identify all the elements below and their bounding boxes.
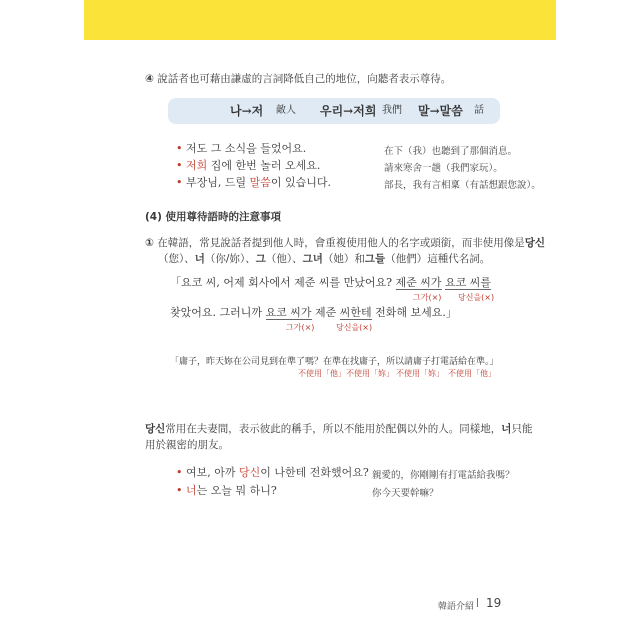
footer-divider: | xyxy=(476,598,480,608)
example-highlight: 말씀 xyxy=(249,176,271,189)
example-highlight: 저희 xyxy=(186,159,208,172)
para1-text: （她）和 xyxy=(322,253,365,265)
para2-text: 只能 xyxy=(511,423,533,435)
korean-text: 「요코 씨, 어제 회사에서 제준 씨를 만났어요? xyxy=(170,276,396,289)
section-4-line xyxy=(145,72,451,86)
example1-row-1: • 저도 그 소식을 들었어요. xyxy=(176,142,307,155)
para2-line2: 用於親密的朋友。 xyxy=(145,439,229,451)
section-4-text: 說話者也可藉由謙虛的言詞降低自己的地位，向聽者表示尊待。 xyxy=(157,73,452,85)
korean-underlined: 요코 씨를 xyxy=(445,276,492,289)
para1-term: 당신 xyxy=(524,237,546,249)
korean-underlined: 요코 씨가 xyxy=(265,306,312,319)
example1-row-2: • 저희 집에 한번 놀러 오세요. xyxy=(176,159,321,172)
para2-text: 常用在夫妻間，表示彼此的稱手，所以不能用於配偶以外的人。同樣地， xyxy=(165,423,502,435)
box-item3-chinese: 話 xyxy=(474,105,484,116)
humble-words-box xyxy=(168,98,500,124)
example-korean-rest: 이 있습니다. xyxy=(270,176,332,189)
example-highlight: 당신 xyxy=(239,466,261,479)
example1-row-3: • 부장님, 드릴 말씀이 있습니다. xyxy=(176,176,332,189)
chinese-note-3: 不使用「妳」 xyxy=(396,369,444,378)
top-color-bar xyxy=(84,0,556,40)
chinese-example-line: 「庸子，昨天妳在公司見到在準了嗎？在準在找庸子，所以請庸子打電話給在準。」 xyxy=(170,357,499,367)
para1-term: 그들 xyxy=(364,253,386,265)
example-korean: 저도 그 소식을 들었어요. xyxy=(186,142,307,155)
page-number: 19 xyxy=(486,596,502,610)
example1-zh-3: 部長，我有言相稟（有話想跟您說）。 xyxy=(384,180,541,191)
example-korean-rest: 는 오늘 뭐 하니? xyxy=(196,484,277,497)
example-korean-rest: 집에 한번 놀러 오세요. xyxy=(207,159,321,172)
korean-note-2: 당신을(×) xyxy=(458,293,495,302)
example2-zh-2: 你今天要幹嘛？ xyxy=(372,488,439,499)
example-highlight: 너 xyxy=(186,484,197,497)
para2-term: 너 xyxy=(501,423,512,435)
para2-line1 xyxy=(145,422,532,436)
example1-zh-2: 請來寒舍一趟（我們家玩）。 xyxy=(384,163,503,174)
example2-row-1: • 여보, 아까 당신이 나한테 전화했어요? xyxy=(176,466,369,479)
box-item1-korean: 나→저 xyxy=(230,104,264,118)
example2-zh-1: 親愛的，你剛剛有打電話給我嗎？ xyxy=(372,470,515,481)
para1-text: （他們）這種代名詞。 xyxy=(385,253,491,265)
section-heading: (4) 使用尊待語時的注意事項 xyxy=(145,211,282,223)
korean-note-4: 당신을(×) xyxy=(336,323,373,332)
box-item3-korean: 말→말씀 xyxy=(418,104,463,118)
box-item1-chinese: 敵人 xyxy=(276,105,296,116)
example1-zh-1: 在下（我）也聽到了那個消息。 xyxy=(384,146,518,157)
box-item2-chinese: 我們 xyxy=(382,105,402,116)
para2-term: 당신 xyxy=(145,423,166,435)
korean-underlined: 씨한테 xyxy=(339,306,372,319)
chinese-note-4: 不使用「他」 xyxy=(448,369,496,378)
para1-term: 그 xyxy=(255,253,266,265)
example-korean: 부장님, 드릴 xyxy=(186,176,250,189)
para1-number: ① xyxy=(145,237,154,249)
korean-example-line2 xyxy=(170,306,457,320)
example2-row-2: • 너는 오늘 뭐 하니? xyxy=(176,484,277,497)
para1-line1 xyxy=(145,236,545,250)
section-4-number: ④ xyxy=(145,73,154,85)
example-korean-rest: 이 나한테 전화했어요? xyxy=(260,466,369,479)
para1-term: 그녀 xyxy=(302,253,323,265)
korean-text: 찾았어요. 그러니까 xyxy=(170,306,266,319)
para1-line2 xyxy=(158,252,490,266)
korean-text: 전화해 보세요.」 xyxy=(371,306,457,319)
para1-text: （你/妳）、 xyxy=(204,253,256,265)
example-korean: 여보, 아까 xyxy=(186,466,239,479)
para1-text: 在韓語，常見說話者提到他人時，會重複使用他人的名字或頭銜，而非使用像是 xyxy=(157,237,525,249)
korean-note-3: 그가(×) xyxy=(286,323,315,332)
chinese-note-1: 不使用「他」 xyxy=(298,369,346,378)
para1-text: （您）、 xyxy=(158,253,195,265)
korean-example-line1 xyxy=(170,276,491,290)
para1-text: （他）、 xyxy=(265,253,303,265)
box-item2-korean: 우리→저희 xyxy=(320,104,377,118)
chinese-note-2: 不使用「妳」 xyxy=(346,369,394,378)
korean-note-1: 그가(×) xyxy=(413,293,442,302)
korean-underlined: 제준 씨가 xyxy=(395,276,442,289)
chapter-title: 韓語介紹 xyxy=(438,602,475,612)
para1-term: 너 xyxy=(194,253,205,265)
korean-text: 제준 xyxy=(311,306,340,319)
